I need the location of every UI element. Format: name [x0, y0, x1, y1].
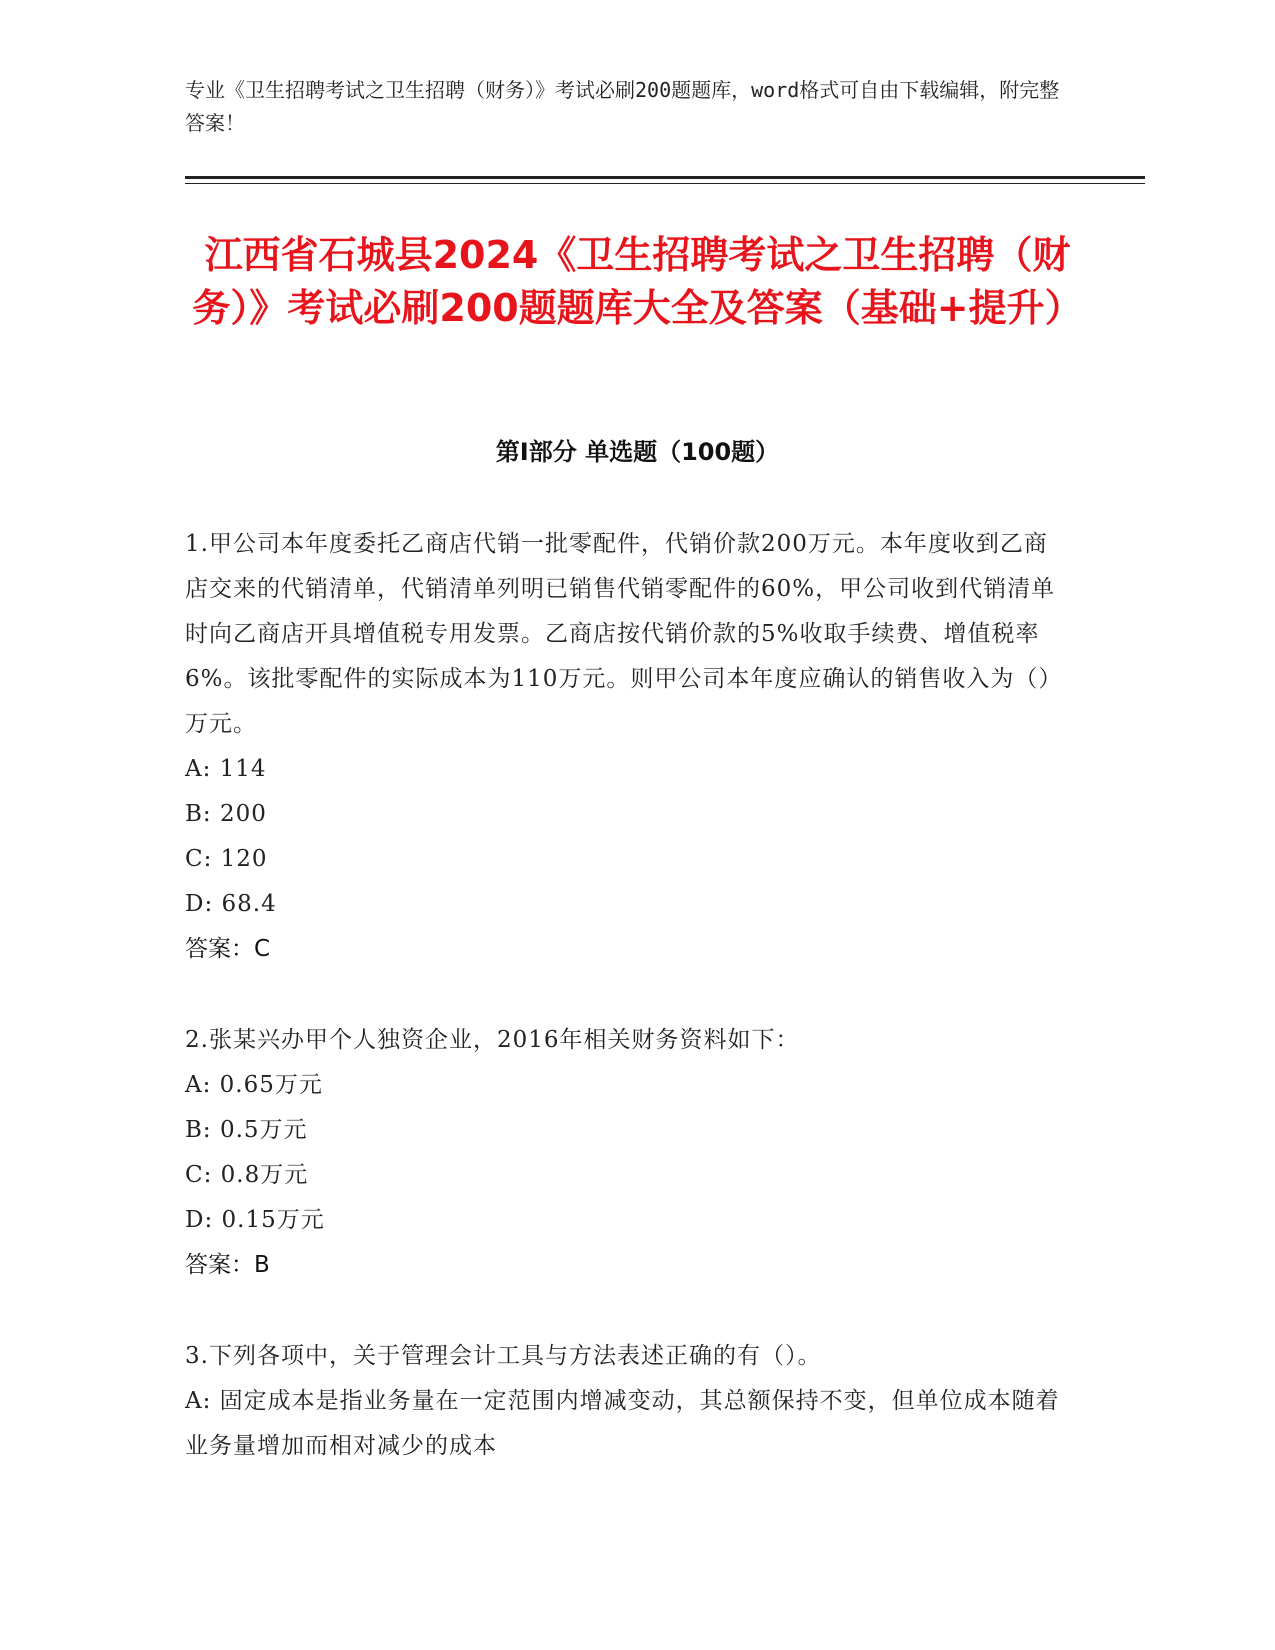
question-stem: 1.甲公司本年度委托乙商店代销一批零配件，代销价款200万元。本年度收到乙商店交来的代销清单，代销清单列明已销售代销零配件的60%，甲公司收到代销清单时向乙商店开具增值税专用发票。乙商店按代销价款的5%收取手续费、增值税率6%。该批零配件的实际成本为110万元。则甲公司本年度应确认的销售收入为（）万元。 — [185, 531, 1063, 737]
question-3 — [185, 1334, 1065, 1469]
question-2 — [185, 1018, 1065, 1288]
option-a: A: 固定成本是指业务量在一定范围内增减变动，其总额保持不变，但单位成本随着业务量增加而相对减少的成本 — [185, 1388, 1060, 1459]
option-c: C: 120 — [185, 846, 268, 872]
question-stem: 2.张某兴办甲个人独资企业，2016年相关财务资料如下： — [185, 1027, 800, 1053]
option-d: D: 68.4 — [185, 891, 277, 917]
document-title: 江西省石城县2024《卫生招聘考试之卫生招聘（财务）》考试必刷200题题库大全及答案（基础+提升） — [192, 233, 1083, 330]
option-c: C: 0.8万元 — [185, 1162, 309, 1188]
question-1 — [185, 522, 1065, 972]
answer: 答案：B — [185, 1252, 270, 1278]
header-divider-thick — [185, 176, 1145, 179]
option-d: D: 0.15万元 — [185, 1207, 325, 1233]
option-b: B: 200 — [185, 801, 267, 827]
option-b: B: 0.5万元 — [185, 1117, 308, 1143]
header-divider-thin — [185, 183, 1145, 184]
option-a: A: 114 — [185, 756, 267, 782]
answer: 答案：C — [185, 936, 271, 962]
question-list — [185, 522, 1065, 1515]
option-a: A: 0.65万元 — [185, 1072, 323, 1098]
section-heading: 第Ⅰ部分 单选题（100题） — [495, 438, 780, 466]
question-stem: 3.下列各项中，关于管理会计工具与方法表述正确的有（）。 — [185, 1343, 822, 1369]
header-note: 专业《卫生招聘考试之卫生招聘（财务）》考试必刷200题题库，word格式可自由下载编辑，附完整答案！ — [185, 78, 1060, 135]
